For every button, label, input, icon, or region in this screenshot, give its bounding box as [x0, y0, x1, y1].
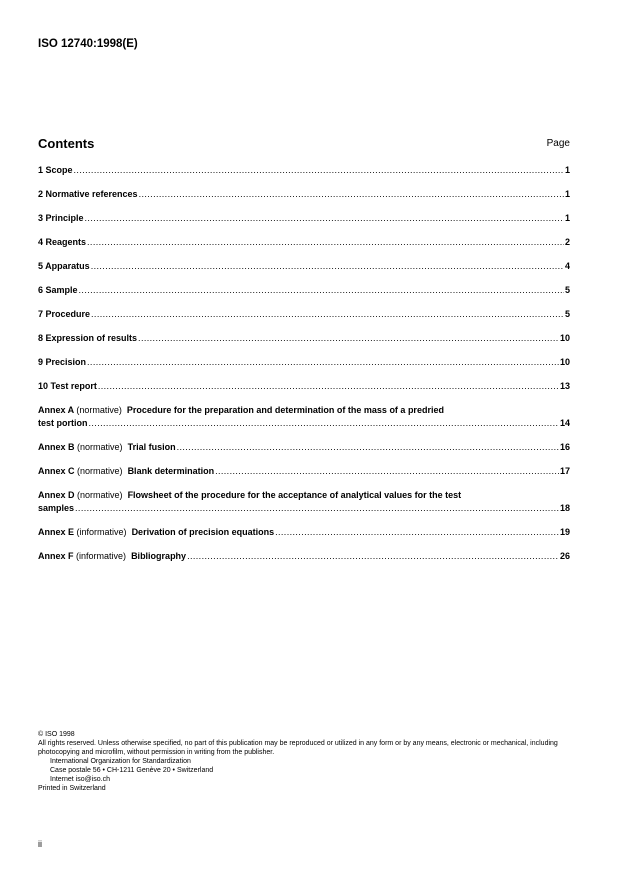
toc-entry-page: 26 — [559, 551, 570, 561]
toc-annex-e[interactable] — [38, 527, 570, 538]
toc-entry[interactable] — [38, 261, 570, 272]
toc-entry[interactable] — [38, 309, 570, 320]
toc-entry-page: 13 — [559, 381, 570, 391]
toc-entry-page: 10 — [559, 333, 570, 343]
annex-title: Derivation of precision equations — [131, 527, 275, 537]
annex-type: (normative) — [76, 405, 122, 415]
annex-type: (normative) — [77, 466, 123, 476]
page-column-label: Page — [546, 138, 570, 149]
toc-entry-page: 19 — [559, 527, 570, 537]
annex-type: (informative) — [76, 527, 127, 537]
toc-entry-label: 2 Normative references — [38, 189, 138, 199]
toc-entry-page: 5 — [564, 285, 570, 295]
annex-title: Bibliography — [131, 551, 187, 561]
toc-entry-page: 18 — [559, 503, 570, 513]
toc-entry-page: 17 — [559, 466, 570, 476]
toc-entry[interactable] — [38, 333, 570, 344]
organization-name: International Organization for Standardization — [50, 758, 191, 765]
annex-title: Flowsheet of the procedure for the acceptance of analytical values for the test — [127, 490, 462, 500]
table-of-contents — [38, 165, 570, 562]
annex-title-continued: test portion — [38, 418, 88, 428]
toc-entry-page: 1 — [564, 189, 570, 199]
toc-annex-f[interactable] — [38, 551, 570, 562]
toc-entry-label: 6 Sample — [38, 285, 78, 295]
toc-entry-page: 10 — [559, 357, 570, 367]
annex-name: Annex E — [38, 527, 75, 537]
annex-type: (normative) — [77, 442, 123, 452]
annex-name: Annex F — [38, 551, 74, 561]
printed-location: Printed in Switzerland — [38, 785, 106, 792]
annex-name: Annex D — [38, 490, 75, 500]
document-id: ISO 12740:1998(E) — [38, 38, 138, 50]
toc-entry[interactable] — [38, 285, 570, 296]
annex-name: Annex A — [38, 405, 74, 415]
toc-annex-c[interactable] — [38, 466, 570, 477]
annex-type: (informative) — [76, 551, 127, 561]
toc-entry-page: 14 — [559, 418, 570, 428]
toc-entry-label: 4 Reagents — [38, 237, 87, 247]
toc-entry-page: 2 — [564, 237, 570, 247]
toc-entry[interactable] — [38, 189, 570, 200]
toc-entry-page: 4 — [564, 261, 570, 271]
toc-entry-label: 3 Principle — [38, 213, 84, 223]
toc-entry-label: 5 Apparatus — [38, 261, 90, 271]
toc-entry-page: 1 — [564, 165, 570, 175]
page-number: ii — [38, 839, 42, 849]
toc-entry-page: 1 — [564, 213, 570, 223]
annex-title: Trial fusion — [127, 442, 176, 452]
toc-entry[interactable] — [38, 381, 570, 392]
internet-contact: Internet iso@iso.ch — [50, 776, 111, 783]
toc-entry[interactable] — [38, 165, 570, 176]
toc-annex-d[interactable] — [38, 490, 570, 514]
toc-entry-label: 9 Precision — [38, 357, 87, 367]
organization-address: Case postale 56 • CH-1211 Genève 20 • Switzerland — [50, 767, 214, 774]
toc-entry-label: 7 Procedure — [38, 309, 91, 319]
toc-annex-b[interactable] — [38, 442, 570, 453]
toc-entry-page: 16 — [559, 442, 570, 452]
toc-annex-a[interactable] — [38, 405, 570, 429]
contents-title: Contents — [38, 136, 95, 151]
copyright-line: © ISO 1998 — [38, 731, 75, 738]
toc-entry[interactable] — [38, 357, 570, 368]
toc-entry-label: 10 Test report — [38, 381, 97, 391]
annex-name: Annex C — [38, 466, 75, 476]
annex-title: Procedure for the preparation and determination of the mass of a predried — [126, 405, 444, 415]
annex-type: (normative) — [77, 490, 123, 500]
annex-name: Annex B — [38, 442, 75, 452]
annex-title: Blank determination — [127, 466, 215, 476]
toc-entry[interactable] — [38, 213, 570, 224]
toc-entry-label: 1 Scope — [38, 165, 73, 175]
copyright-footer — [38, 730, 578, 793]
toc-entry[interactable] — [38, 237, 570, 248]
rights-statement: All rights reserved. Unless otherwise specified, no part of this publication may be reproduced or utilized in any form or by any means, electronic or mechanical, including photocopying and microfilm, without permission in writing from the publisher. — [38, 740, 558, 756]
toc-entry-label: 8 Expression of results — [38, 333, 138, 343]
annex-title-continued: samples — [38, 503, 75, 513]
toc-entry-page: 5 — [564, 309, 570, 319]
